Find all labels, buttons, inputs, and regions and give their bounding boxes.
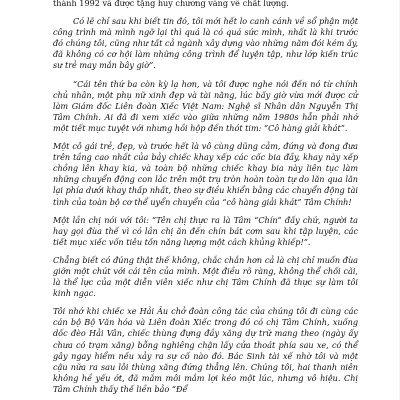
- paragraph-1: thành 1992 và được tặng huy chương vàng về chất lượng.: [53, 0, 289, 8]
- paragraph-2: Có lẽ chỉ sau khi biết tin đó, tôi mới hết lo canh cánh về sổ phận một công trình mà mình ngỡ lại thì quá là có quá sức mình, nhất là khi trước đó chúng tôi, cũng như tất cả ngành xây dựng vào những năm đói kém ấy, đã không có cơ hội làm những công trình để luyện tập, như lớp kiến trúc sư trẻ may mắn bây giờ”.: [53, 16, 358, 71]
- paragraph-3: “Cái tên thứ ba còn kỳ lạ hơn, và tôi được nghe nói đến nó từ chính chủ nhân, một phụ nữ xinh đẹp và tài năng, lúc bấy giờ vừa mới được cử làm Giám đốc Liên đoàn Xiếc Việt Nam: Nghệ sĩ Nhân dân Nguyễn Thị Tâm Chính. Ai đã đi xem xiếc vào giữa những năm 1980s hẳn phải nhớ một tiết mục tuyệt với nhưng hồi hộp đến thót tim: “Cô hàng giải khát”.: [53, 78, 358, 133]
- paragraph-4: Một cô gái trẻ, đẹp, và trước hết là vô cùng dũng cảm, đứng và đong đưa trên tầng cao nhất của bảy chiếc khay xếp các cốc bia đầy, khay này xếp chồng lên khay kia, và toàn bộ những chiếc khay bia này liên tục làm những chuyển động con lắc trên một trụ tròn hoàn toàn tự do lăn qua lăn lại phía dưới khay thấp nhất, theo sự điều khiển bằng các chuyển động tài tình của toàn bộ cơ thể uyển chuyển của “cô hàng giải khát” Tâm Chính!: [53, 141, 358, 207]
- paragraph-7: Tôi nhớ khi chiếc xe Hải Âu chở đoàn công tác của chúng tôi đi cùng các cán bộ Bộ Văn hóa và Liên đoàn Xiếc trong đó có chị Tâm Chính, xuống dốc đèo Hải Vân, chiếc thùng đựng đầy xăng dự trữ mang theo (ngày ấy chưa có trạm xăng) bỗng nghiêng chận lấy cửa thoát phía sau xe, có thể gây ngay hiểm nếu xảy ra sự cố nào đó. Bác Sinh tài xế nhờ tôi và một cậu nữa ra sau lôi thùng xăng đứng thẳng lên. Chúng tôi, hai thanh niên không hề yếu ớt, đã mắm môi mắm lợi kéo một lúc, nhưng vô hiệu. Chị Tâm Chính thấy thế liền bảo “Để: [53, 306, 358, 394]
- paragraph-5: Một lần chị nói với tôi: “Tên chị thực ra là Tâm “Chín” đấy chứ, người ta hay gọi đùa thế vì có lần chị ăn đến chín bát cơm sau khi tập luyện, các tiết mục xiếc vốn tiêu tốn năng lượng một cách khủng khiếp!”.: [53, 214, 358, 247]
- document-body: [53, 0, 358, 400]
- paragraph-6: Chẳng biết có đúng thật thế không, chắc chắn hơn cả là chị chỉ muốn đùa giỡn một chút với cái tên của mình. Một điều rõ ràng, không thể chối cãi, là thể lực của một diễn viên xiếc như chị Tâm Chính đã thực sự làm tôi kinh ngạc.: [53, 254, 358, 299]
